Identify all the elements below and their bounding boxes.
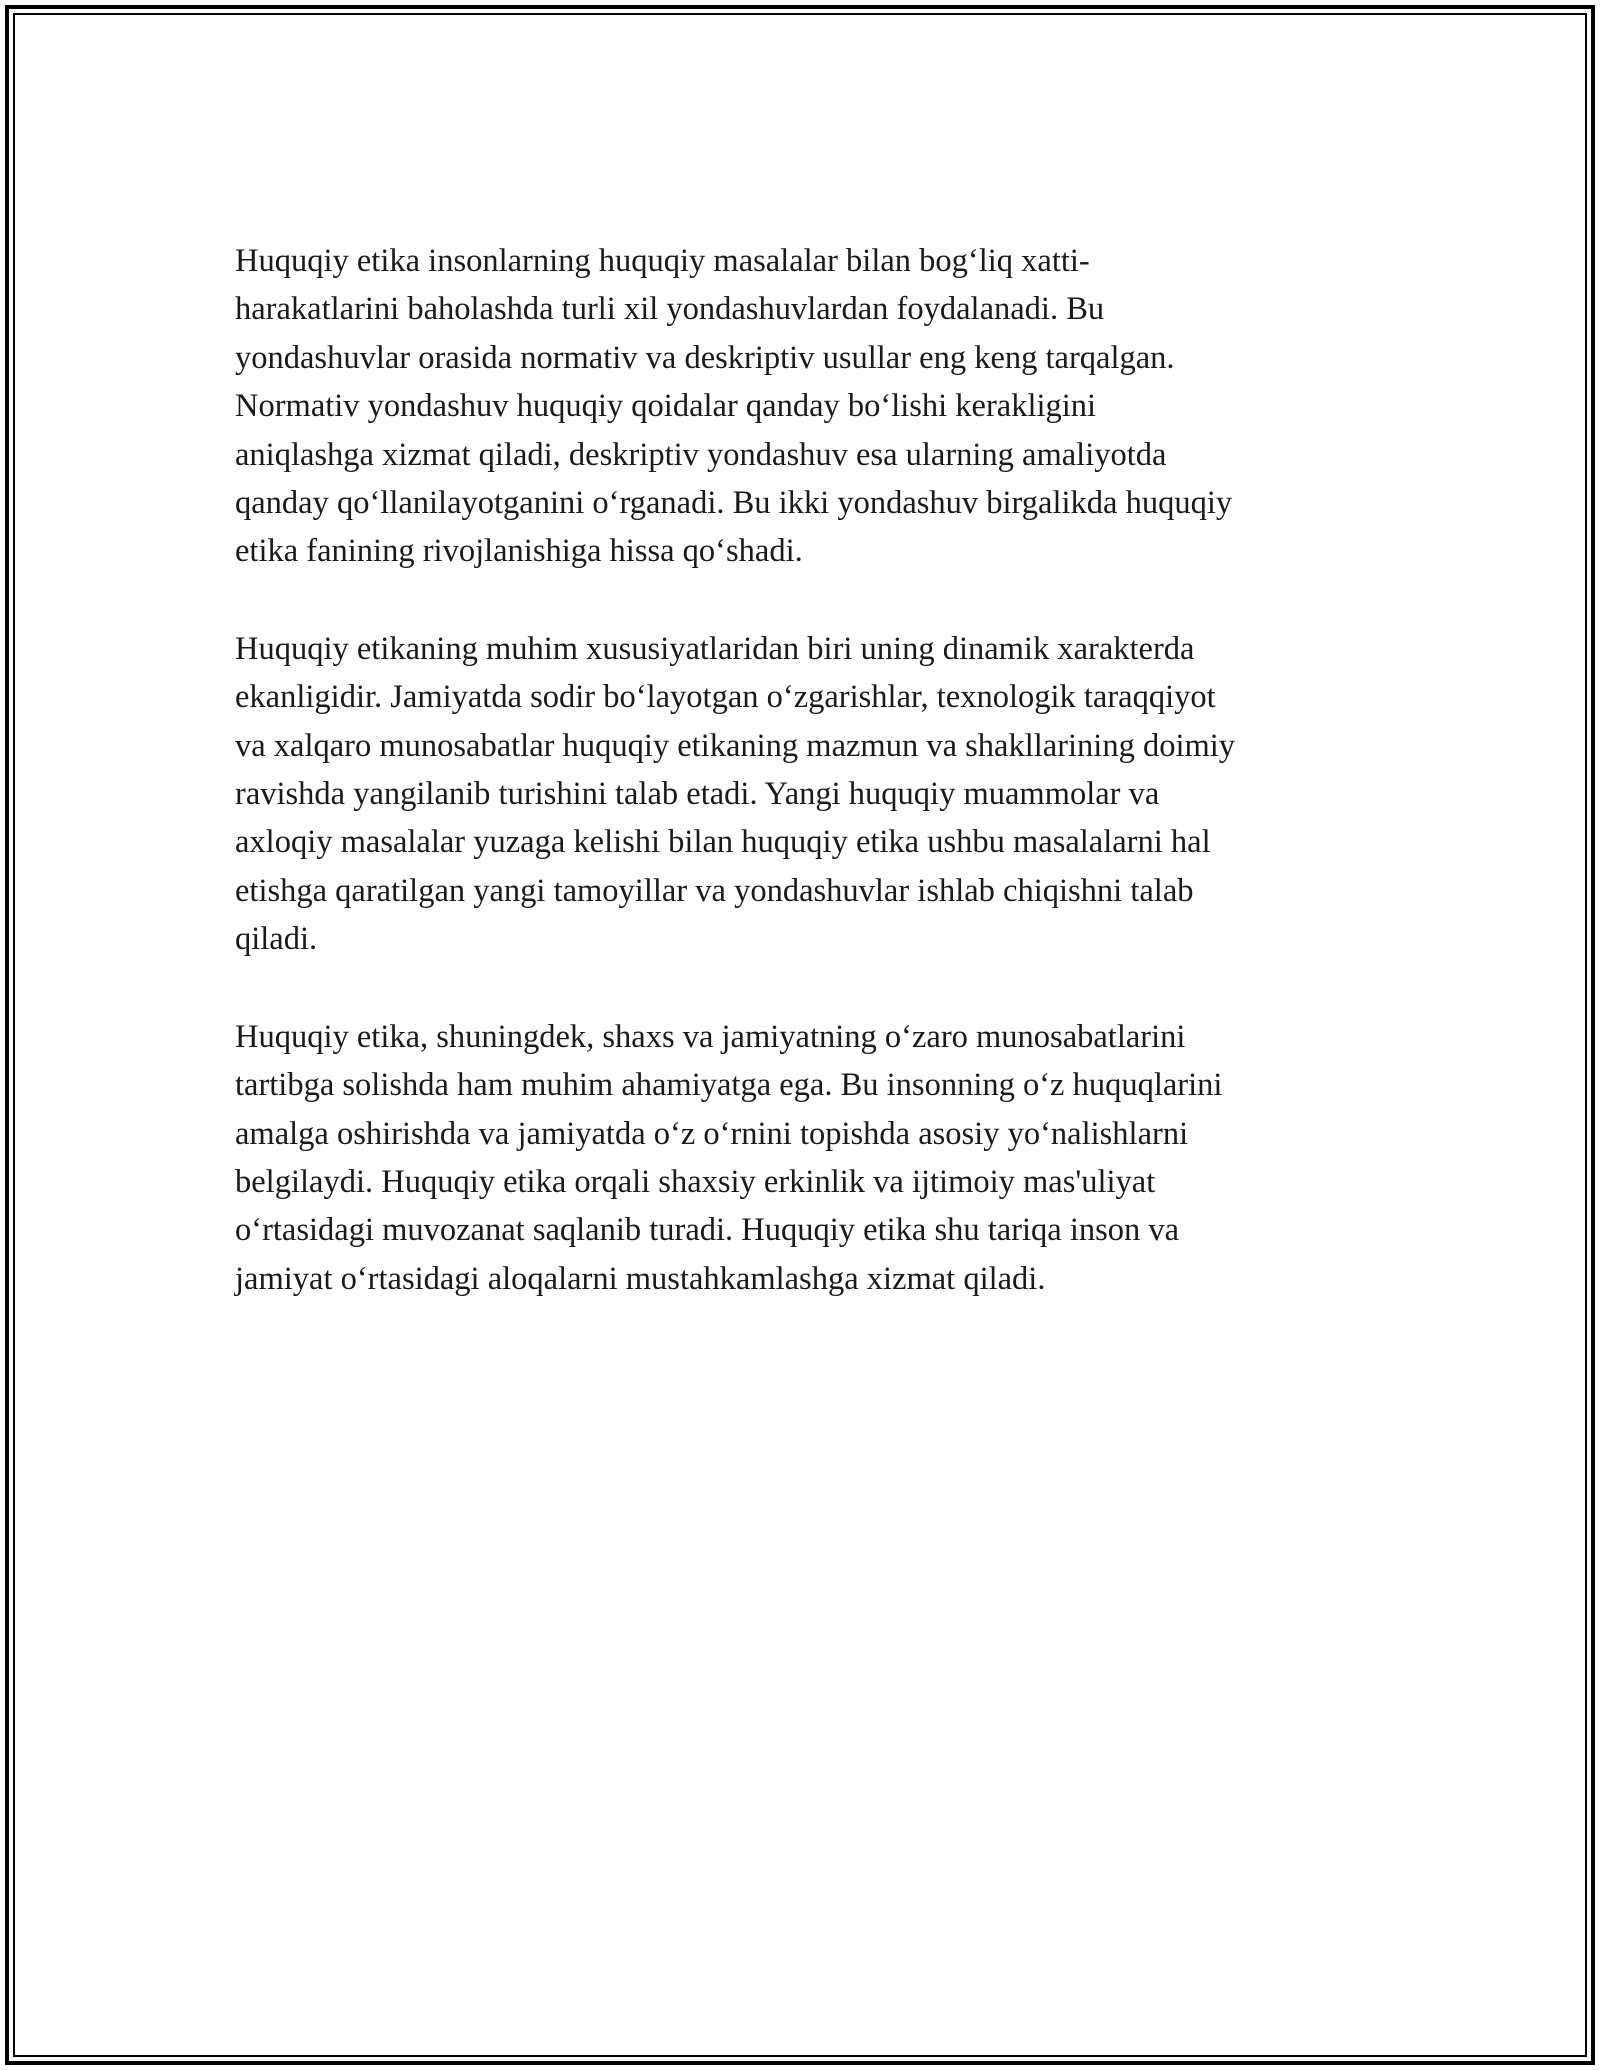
text-line: ravishda yangilanib turishini talab etadi. Yangi huquqiy muammolar va [235,776,1160,813]
text-line: etika fanining rivojlanishiga hissa qo‘shadi. [235,533,803,570]
document-body [235,237,1370,1352]
text-line: Huquqiy etika, shuningdek, shaxs va jamiyatning o‘zaro munosabatlarini [235,1018,1186,1055]
text-line: tartibga solishda ham muhim ahamiyatga ega. Bu insonning o‘z huquqlarini [235,1067,1223,1104]
text-line: harakatlarini baholashda turli xil yondashuvlardan foydalanadi. Bu [235,291,1105,328]
text-line: qiladi. [235,921,318,958]
paragraph-3 [235,1013,1370,1303]
text-line: aniqlashga xizmat qiladi, deskriptiv yondashuv esa ularning amaliyotda [235,436,1167,473]
text-line: Huquqiy etikaning muhim xususiyatlaridan biri uning dinamik xarakterda [235,630,1195,667]
text-line: yondashuvlar orasida normativ va deskriptiv usullar eng keng tarqalgan. [235,339,1175,376]
text-line: amalga oshirishda va jamiyatda o‘z o‘rnini topishda asosiy yo‘nalishlarni [235,1115,1189,1152]
text-line: ekanligidir. Jamiyatda sodir bo‘layotgan o‘zgarishlar, texnologik taraqqiyot [235,679,1216,716]
text-line: Normativ yondashuv huquqiy qoidalar qanday bo‘lishi kerakligini [235,388,1097,425]
paragraph-1 [235,237,1370,576]
text-line: va xalqaro munosabatlar huquqiy etikaning mazmun va shakllarining doimiy [235,727,1236,764]
paragraph-2 [235,625,1370,964]
text-line: o‘rtasidagi muvozanat saqlanib turadi. Huquqiy etika shu tariqa inson va [235,1212,1180,1249]
text-line: jamiyat o‘rtasidagi aloqalarni mustahkamlashga xizmat qiladi. [235,1260,1046,1297]
text-line: Huquqiy etika insonlarning huquqiy masalalar bilan bog‘liq xatti- [235,243,1090,279]
text-line: qanday qo‘llanilayotganini o‘rganadi. Bu ikki yondashuv birgalikda huquqiy [235,485,1233,522]
text-line: axloqiy masalalar yuzaga kelishi bilan huquqiy etika ushbu masalalarni hal [235,824,1211,861]
text-line: belgilaydi. Huquqiy etika orqali shaxsiy erkinlik va ijtimoiy mas'uliyat [235,1163,1156,1200]
text-line: etishga qaratilgan yangi tamoyillar va yondashuvlar ishlab chiqishni talab [235,872,1194,909]
